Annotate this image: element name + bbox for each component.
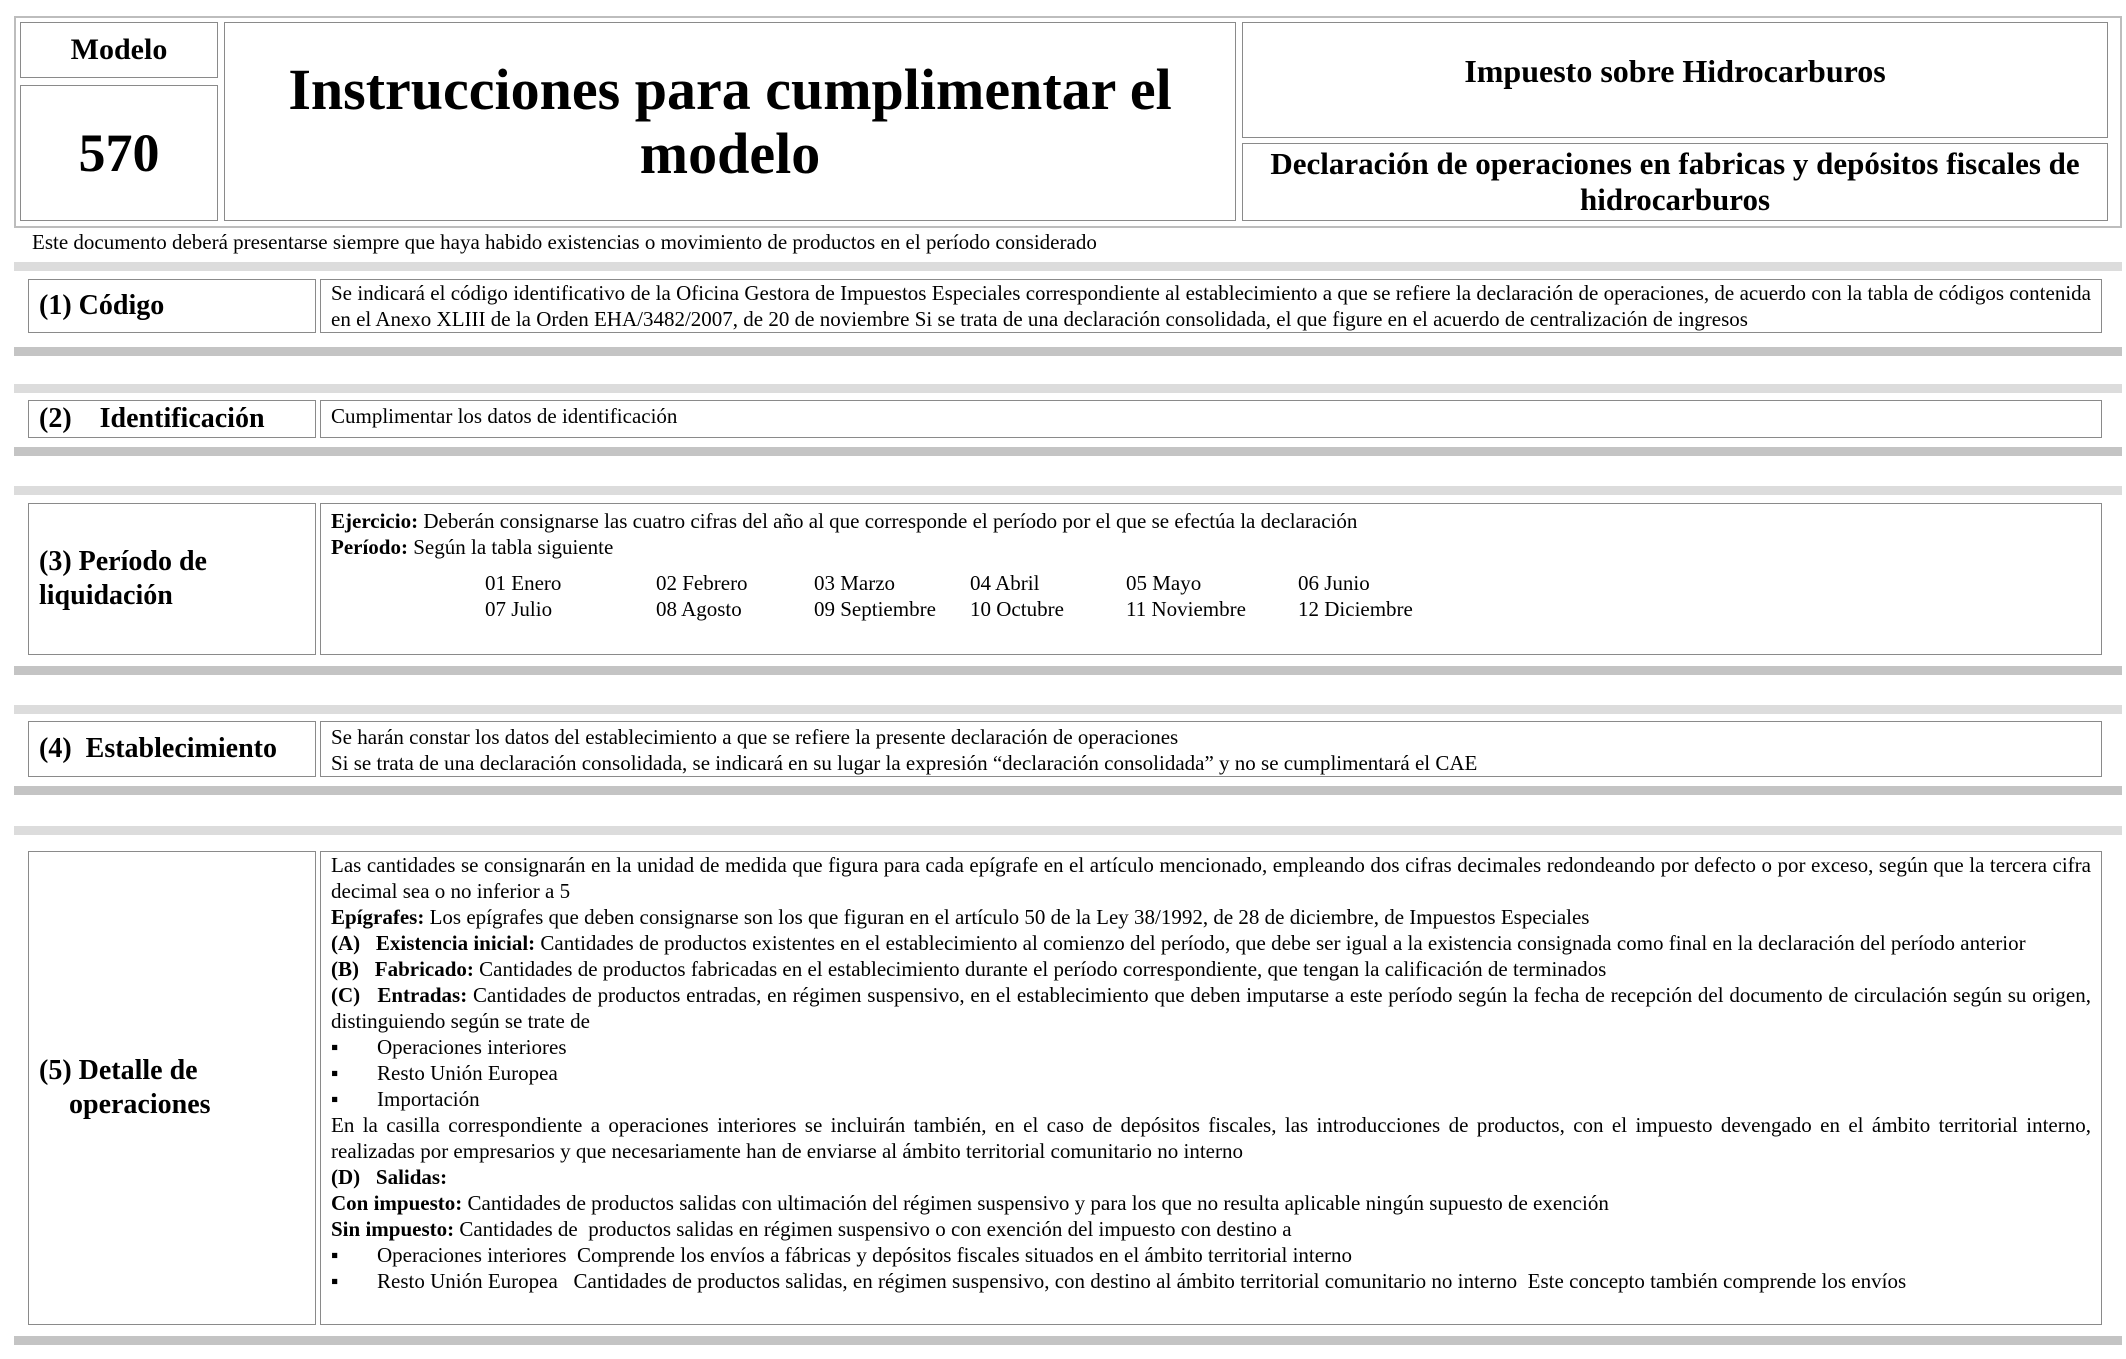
month-cell: 06 Junio [1298, 571, 1370, 595]
bullet-marker: ▪ [331, 1035, 339, 1059]
section-divider [14, 786, 2122, 795]
section-divider [14, 666, 2122, 675]
identificacion-text: Cumplimentar los datos de identificación [331, 404, 678, 428]
ejercicio-text: Deberán consignarse las cuatro cifras del año al que corresponde el período por el que se efectúa la declaración [418, 509, 1358, 533]
con-impuesto-paragraph [331, 1190, 2091, 1216]
page-title: Instrucciones para cumplimentar el modelo [288, 56, 1172, 186]
con-impuesto-text: Cantidades de productos salidas con ultimación del régimen suspensivo y para los que no resulta aplicable ningún supuesto de exención [462, 1191, 1609, 1215]
month-cell: 09 Septiembre [814, 597, 936, 621]
modelo-label: Modelo [70, 33, 168, 66]
section-body-codigo [320, 279, 2102, 333]
list-item-text: Operaciones interiores [377, 1035, 567, 1059]
list-item [331, 1060, 2091, 1086]
section-band [14, 705, 2122, 714]
section-body-establecimiento [320, 721, 2102, 777]
list-item [331, 1034, 2091, 1060]
list-item-text: Operaciones interiores Comprende los envíos a fábricas y depósitos fiscales situados en el ámbito territorial interno [377, 1243, 1353, 1267]
months-row [485, 596, 2091, 622]
section-label-periodo [28, 503, 316, 655]
month-cell: 04 Abril [970, 571, 1040, 595]
section-label-establecimiento [28, 721, 316, 777]
c-label: (C) Entradas: [331, 983, 468, 1007]
month-cell: 03 Marzo [814, 571, 896, 595]
month-cell: 07 Julio [485, 597, 553, 621]
bullet-marker: ▪ [331, 1269, 339, 1293]
list-item-text: Resto Unión Europea [377, 1061, 558, 1085]
section-band [14, 486, 2122, 495]
section-band [14, 384, 2122, 393]
months-row [485, 570, 2091, 596]
tax-name-box [1242, 22, 2108, 138]
section-label-text: (3) Período de liquidación [39, 546, 207, 611]
codigo-text: Se indicará el código identificativo de la Oficina Gestora de Impuestos Especiales correspondiente al establecimiento a que se refiere la declaración de operaciones, de acuerdo con la tabla de códigos contenida en el Anexo XLIII de la Orden EHA/3482/2007, de 20 de noviembre Si se trata de una declaración consolidada, el que figure en el acuerdo de centralización de ingresos [331, 281, 2091, 331]
section-label-text: (2) Identificación [39, 403, 265, 434]
sin-impuesto-label: Sin impuesto: [331, 1217, 455, 1241]
modelo-number: 570 [78, 123, 160, 183]
list-item-text: Importación [377, 1087, 480, 1111]
section-label-text: (4) Establecimiento [39, 733, 277, 764]
month-cell: 10 Octubre [970, 597, 1064, 621]
c-note: En la casilla correspondiente a operaciones interiores se incluirán también, en el caso de depósitos fiscales, las introducciones de productos, con el impuesto devengado en el ámbito territorial interno, realizadas por empresarios y que necesariamente han de enviarse al ámbito territorial comunitario no interno [331, 1113, 2091, 1163]
modelo-label-box [20, 22, 218, 78]
declaration-title-box [1242, 143, 2108, 221]
section-body-identificacion [320, 400, 2102, 438]
b-label: (B) Fabricado: [331, 957, 474, 981]
month-cell: 01 Enero [485, 571, 562, 595]
modelo-number-box [20, 85, 218, 221]
section-label-codigo [28, 279, 316, 333]
a-label: (A) Existencia inicial: [331, 931, 536, 955]
tax-name: Impuesto sobre Hidrocarburos [1464, 53, 1886, 89]
bullet-marker: ▪ [331, 1061, 339, 1085]
section-band [14, 826, 2122, 835]
periodo-label: Período: [331, 535, 408, 559]
section-divider [14, 1336, 2122, 1345]
ejercicio-line [331, 508, 2091, 534]
month-cell: 12 Diciembre [1298, 597, 1413, 621]
epigrafes-label: Epígrafes: [331, 905, 425, 929]
a-text: Cantidades de productos existentes en el establecimiento al comienzo del período, que debe ser igual a la existencia consignada como final en la declaración del período anterior [535, 931, 2026, 955]
units-paragraph: Las cantidades se consignarán en la unidad de medida que figura para cada epígrafe en el artículo mencionado, empleando dos cifras decimales redondeando por defecto o por exceso, según que la tercera cifra decimal sea o no inferior a 5 [331, 853, 2091, 903]
establecimiento-line-1: Se harán constar los datos del establecimiento a que se refiere la presente declaración de operaciones [331, 725, 1179, 749]
section-body-detalle [320, 851, 2102, 1325]
title-box [224, 22, 1236, 221]
section-divider [14, 347, 2122, 356]
list-item [331, 1242, 2091, 1268]
month-cell: 08 Agosto [656, 597, 742, 621]
b-text: Cantidades de productos fabricadas en el establecimiento durante el período correspondiente, que tengan la calificación de terminados [473, 957, 1607, 981]
c-text: Cantidades de productos entradas, en régimen suspensivo, en el establecimiento que deben imputarse a este período según la fecha de recepción del documento de circulación según su origen, distinguiendo según se trate de [331, 983, 2092, 1033]
c-paragraph [331, 982, 2091, 1034]
b-paragraph [331, 956, 2091, 982]
periodo-line [331, 534, 2091, 560]
section-label-detalle [28, 851, 316, 1325]
periodo-text: Según la tabla siguiente [407, 535, 614, 559]
section-divider [14, 447, 2122, 456]
months-table [485, 570, 2091, 622]
section-label-text: (1) Código [39, 290, 165, 321]
list-item-text: Resto Unión Europea Cantidades de productos salidas, en régimen suspensivo, con destino al ámbito territorial comunitario no interno Este concepto también comprende los envíos [377, 1269, 1907, 1293]
establecimiento-line-2: Si se trata de una declaración consolidada, se indicará en su lugar la expresión “declaración consolidada” y no se cumplimentará el CAE [331, 751, 1478, 775]
list-item [331, 1268, 2091, 1294]
section-body-periodo [320, 503, 2102, 655]
epigrafes-text: Los epígrafes que deben consignarse son los que figuran en el artículo 50 de la Ley 38/1992, de 28 de diciembre, de Impuestos Especiales [424, 905, 1590, 929]
intro-text: Este documento deberá presentarse siempre que haya habido existencias o movimiento de productos en el período considerado [32, 230, 1097, 254]
month-cell: 02 Febrero [656, 571, 748, 595]
declaration-title: Declaración de operaciones en fabricas y depósitos fiscales de hidrocarburos [1270, 146, 2080, 217]
section-label-text: (5) Detalle de [39, 1055, 198, 1086]
sin-impuesto-paragraph [331, 1216, 2091, 1242]
month-cell: 11 Noviembre [1126, 597, 1246, 621]
section-label-identificacion [28, 400, 316, 438]
section-band [14, 262, 2122, 271]
sin-impuesto-text: Cantidades de productos salidas en régimen suspensivo o con exención del impuesto con destino a [454, 1217, 1292, 1241]
list-item [331, 1086, 2091, 1112]
bullet-marker: ▪ [331, 1243, 339, 1267]
ejercicio-label: Ejercicio: [331, 509, 419, 533]
con-impuesto-label: Con impuesto: [331, 1191, 463, 1215]
d-label: (D) Salidas: [331, 1165, 448, 1189]
section-label-text: operaciones [69, 1089, 211, 1120]
a-paragraph [331, 930, 2091, 956]
epigrafes-paragraph [331, 904, 2091, 930]
bullet-marker: ▪ [331, 1087, 339, 1111]
month-cell: 05 Mayo [1126, 571, 1202, 595]
